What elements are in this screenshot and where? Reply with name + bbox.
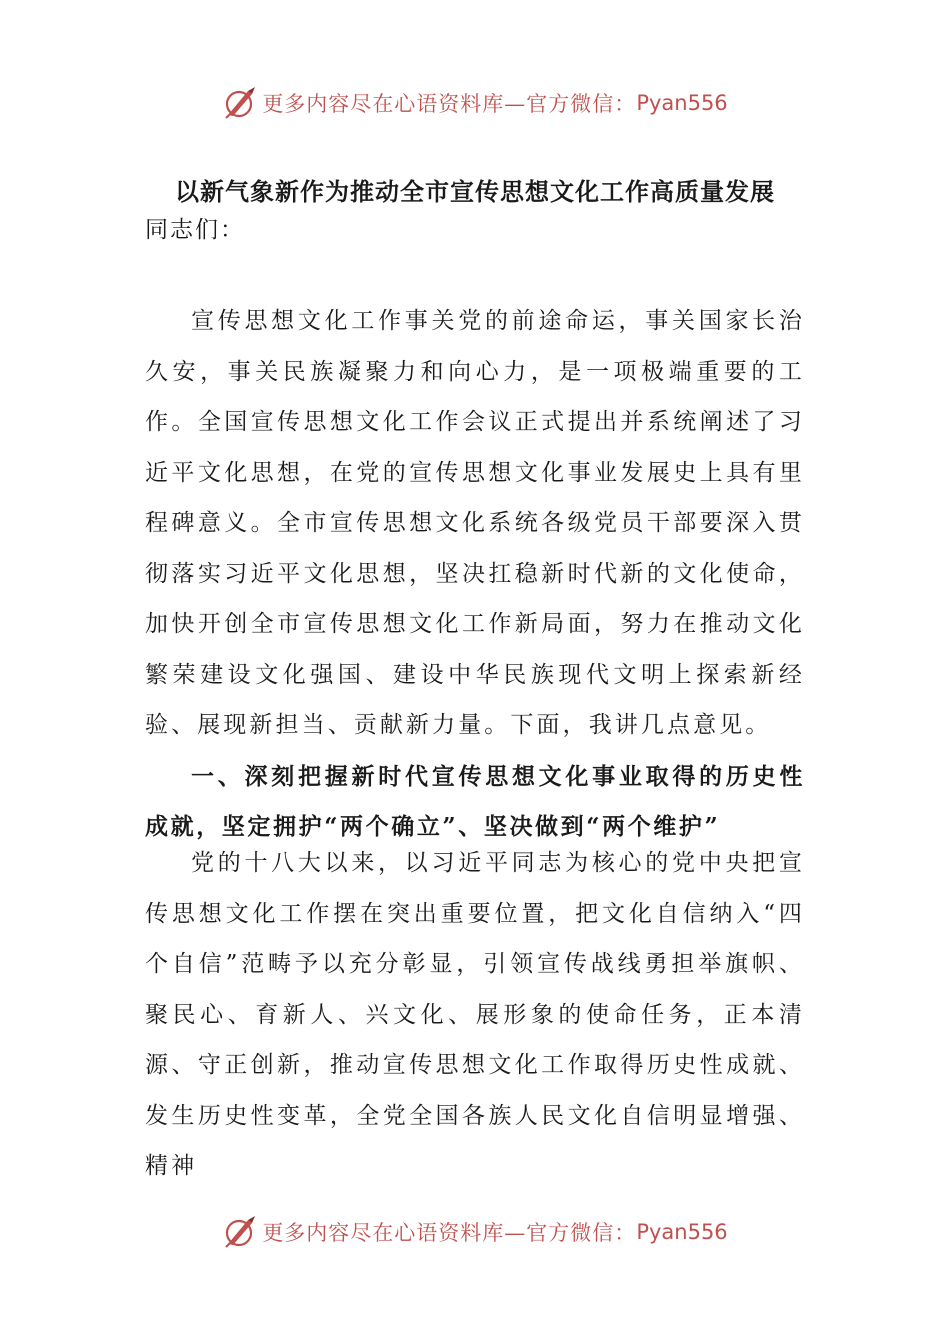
watermark-text: 更多内容尽在心语资料库—官方微信： <box>262 1221 637 1245</box>
section-1-paragraph: 党的十八大以来，以习近平同志为核心的党中央把宣传思想文化工作摆在突出重要位置，把文化自信纳入“四个自信”范畴予以充分彰显，引领宣传战线勇担举旗帜、聚民心、育新人、兴文化、展形象的使命任务，正本清源、守正创新，推动宣传思想文化工作取得历史性成就、发生历史性变革，全党全国各族人民文化自信明显增强、精神 <box>145 850 805 1179</box>
watermark-text: 更多内容尽在心语资料库—官方微信： <box>262 92 637 116</box>
watermark-header <box>0 83 950 123</box>
wechat-id: Pyan556 <box>636 91 728 115</box>
quill-pen-icon <box>222 1214 258 1250</box>
section-heading-1: 一、深刻把握新时代宣传思想文化事业取得的历史性成就，坚定拥护“两个确立”、坚决做到“两个维护” <box>145 763 805 840</box>
wechat-id: Pyan556 <box>636 1220 728 1244</box>
intro-paragraph: 宣传思想文化工作事关党的前途命运，事关国家长治久安，事关民族凝聚力和向心力，是一项极端重要的工作。全国宣传思想文化工作会议正式提出并系统阐述了习近平文化思想，在党的宣传思想文化事业发展史上具有里程碑意义。全市宣传思想文化系统各级党员干部要深入贯彻落实习近平文化思想，坚决扛稳新时代新的文化使命，加快开创全市宣传思想文化工作新局面，努力在推动文化繁荣建设文化强国、建设中华民族现代文明上探索新经验、展现新担当、贡献新力量。下面，我讲几点意见。 <box>145 308 805 738</box>
greeting: 同志们： <box>145 217 245 243</box>
document-title: 以新气象新作为推动全市宣传思想文化工作高质量发展 <box>175 177 775 206</box>
watermark-footer <box>0 1212 950 1252</box>
quill-pen-icon <box>222 85 258 121</box>
